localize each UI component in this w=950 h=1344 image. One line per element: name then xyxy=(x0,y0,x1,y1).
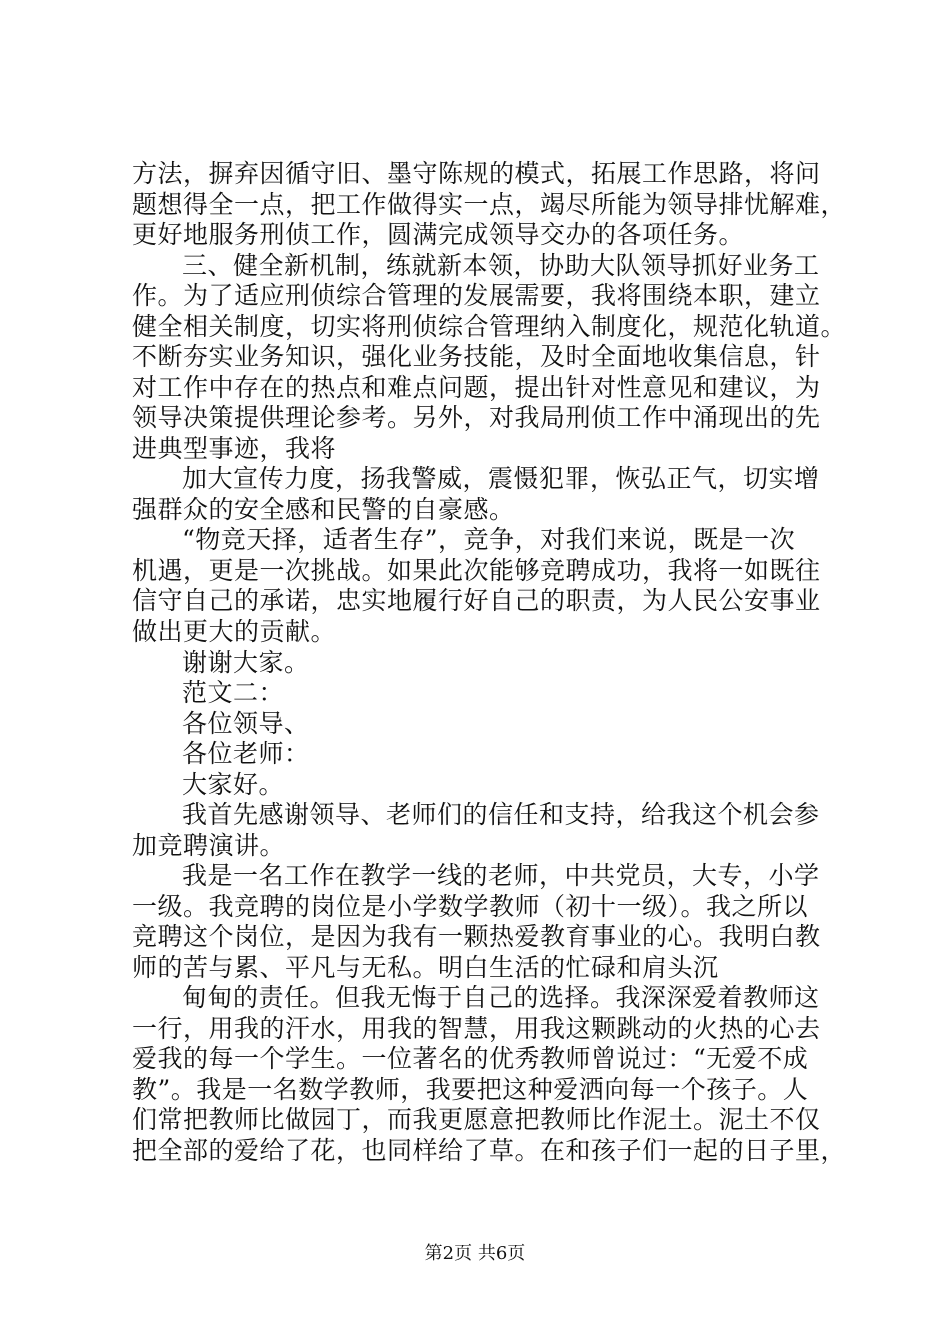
text-line: 方法，摒弃因循守旧、墨守陈规的模式，拓展工作思路，将问 xyxy=(132,159,821,188)
paragraph-start: 我首先感谢领导、老师们的信任和支持，给我这个机会参 xyxy=(182,800,820,829)
greeting-line: 大家好。 xyxy=(182,770,285,799)
salutation-line: 各位老师： xyxy=(182,739,310,768)
text-line: 进典型事迹，我将 xyxy=(132,434,337,463)
text-line: 机遇，更是一次挑战。如果此次能够竞聘成功，我将一如既往 xyxy=(132,556,821,585)
paragraph-start: 三、健全新机制，练就新本领，协助大队领导抓好业务工 xyxy=(182,251,820,280)
text-line: 不断夯实业务知识，强化业务技能，及时全面地收集信息，针 xyxy=(132,342,821,371)
text-line: 对工作中存在的热点和难点问题，提出针对性意见和建议，为 xyxy=(132,373,821,402)
paragraph-start: 甸甸的责任。但我无悔于自己的选择。我深深爱着教师这 xyxy=(182,983,820,1012)
page-footer: 第2页 共6页 xyxy=(424,1243,526,1264)
text-line: 一级。我竞聘的岗位是小学数学教师（初十一级）。我之所以 xyxy=(132,892,809,921)
text-line: 师的苦与累、平凡与无私。明白生活的忙碌和肩头沉 xyxy=(132,953,719,982)
salutation-line: 各位领导、 xyxy=(182,709,310,738)
text-line: 做出更大的贡献。 xyxy=(132,617,337,646)
text-line: 强群众的安全感和民警的自豪感。 xyxy=(132,495,515,524)
text-line: 题想得全一点，把工作做得实一点，竭尽所能为领导排忧解难， xyxy=(132,190,847,219)
section-heading: 范文二： xyxy=(182,678,285,707)
closing-line: 谢谢大家。 xyxy=(182,648,310,677)
text-line: 健全相关制度，切实将刑侦综合管理纳入制度化，规范化轨道。 xyxy=(132,312,847,341)
text-line: 信守自己的承诺，忠实地履行好自己的职责，为人民公安事业 xyxy=(132,586,821,615)
paragraph-start: 我是一名工作在教学一线的老师，中共党员，大专，小学 xyxy=(182,861,820,890)
paragraph-start: “物竞天择，适者生存”，竞争，对我们来说，既是一次 xyxy=(182,525,796,554)
text-line: 作。为了适应刑侦综合管理的发展需要，我将围绕本职，建立 xyxy=(132,281,821,310)
text-line: 更好地服务刑侦工作，圆满完成领导交办的各项任务。 xyxy=(132,220,745,249)
text-line: 竞聘这个岗位，是因为我有一颗热爱教育事业的心。我明白教 xyxy=(132,922,821,951)
paragraph-start: 加大宣传力度，扬我警威，震慑犯罪，恢弘正气，切实增 xyxy=(182,464,820,493)
text-line: 领导决策提供理论参考。另外，对我局刑侦工作中涌现出的先 xyxy=(132,403,821,432)
text-line: 把全部的爱给了花，也同样给了草。在和孩子们一起的日子里， xyxy=(132,1136,847,1165)
text-line: 加竞聘演讲。 xyxy=(132,831,286,860)
text-line: 们常把教师比做园丁，而我更愿意把教师比作泥土。泥土不仅 xyxy=(132,1105,821,1134)
text-line: 一行，用我的汗水，用我的智慧，用我这颗跳动的火热的心去 xyxy=(132,1014,821,1043)
text-line: 教”。我是一名数学教师，我要把这种爱洒向每一个孩子。人 xyxy=(132,1075,809,1104)
text-line: 爱我的每一个学生。一位著名的优秀教师曾说过：“无爱不成 xyxy=(132,1044,809,1073)
